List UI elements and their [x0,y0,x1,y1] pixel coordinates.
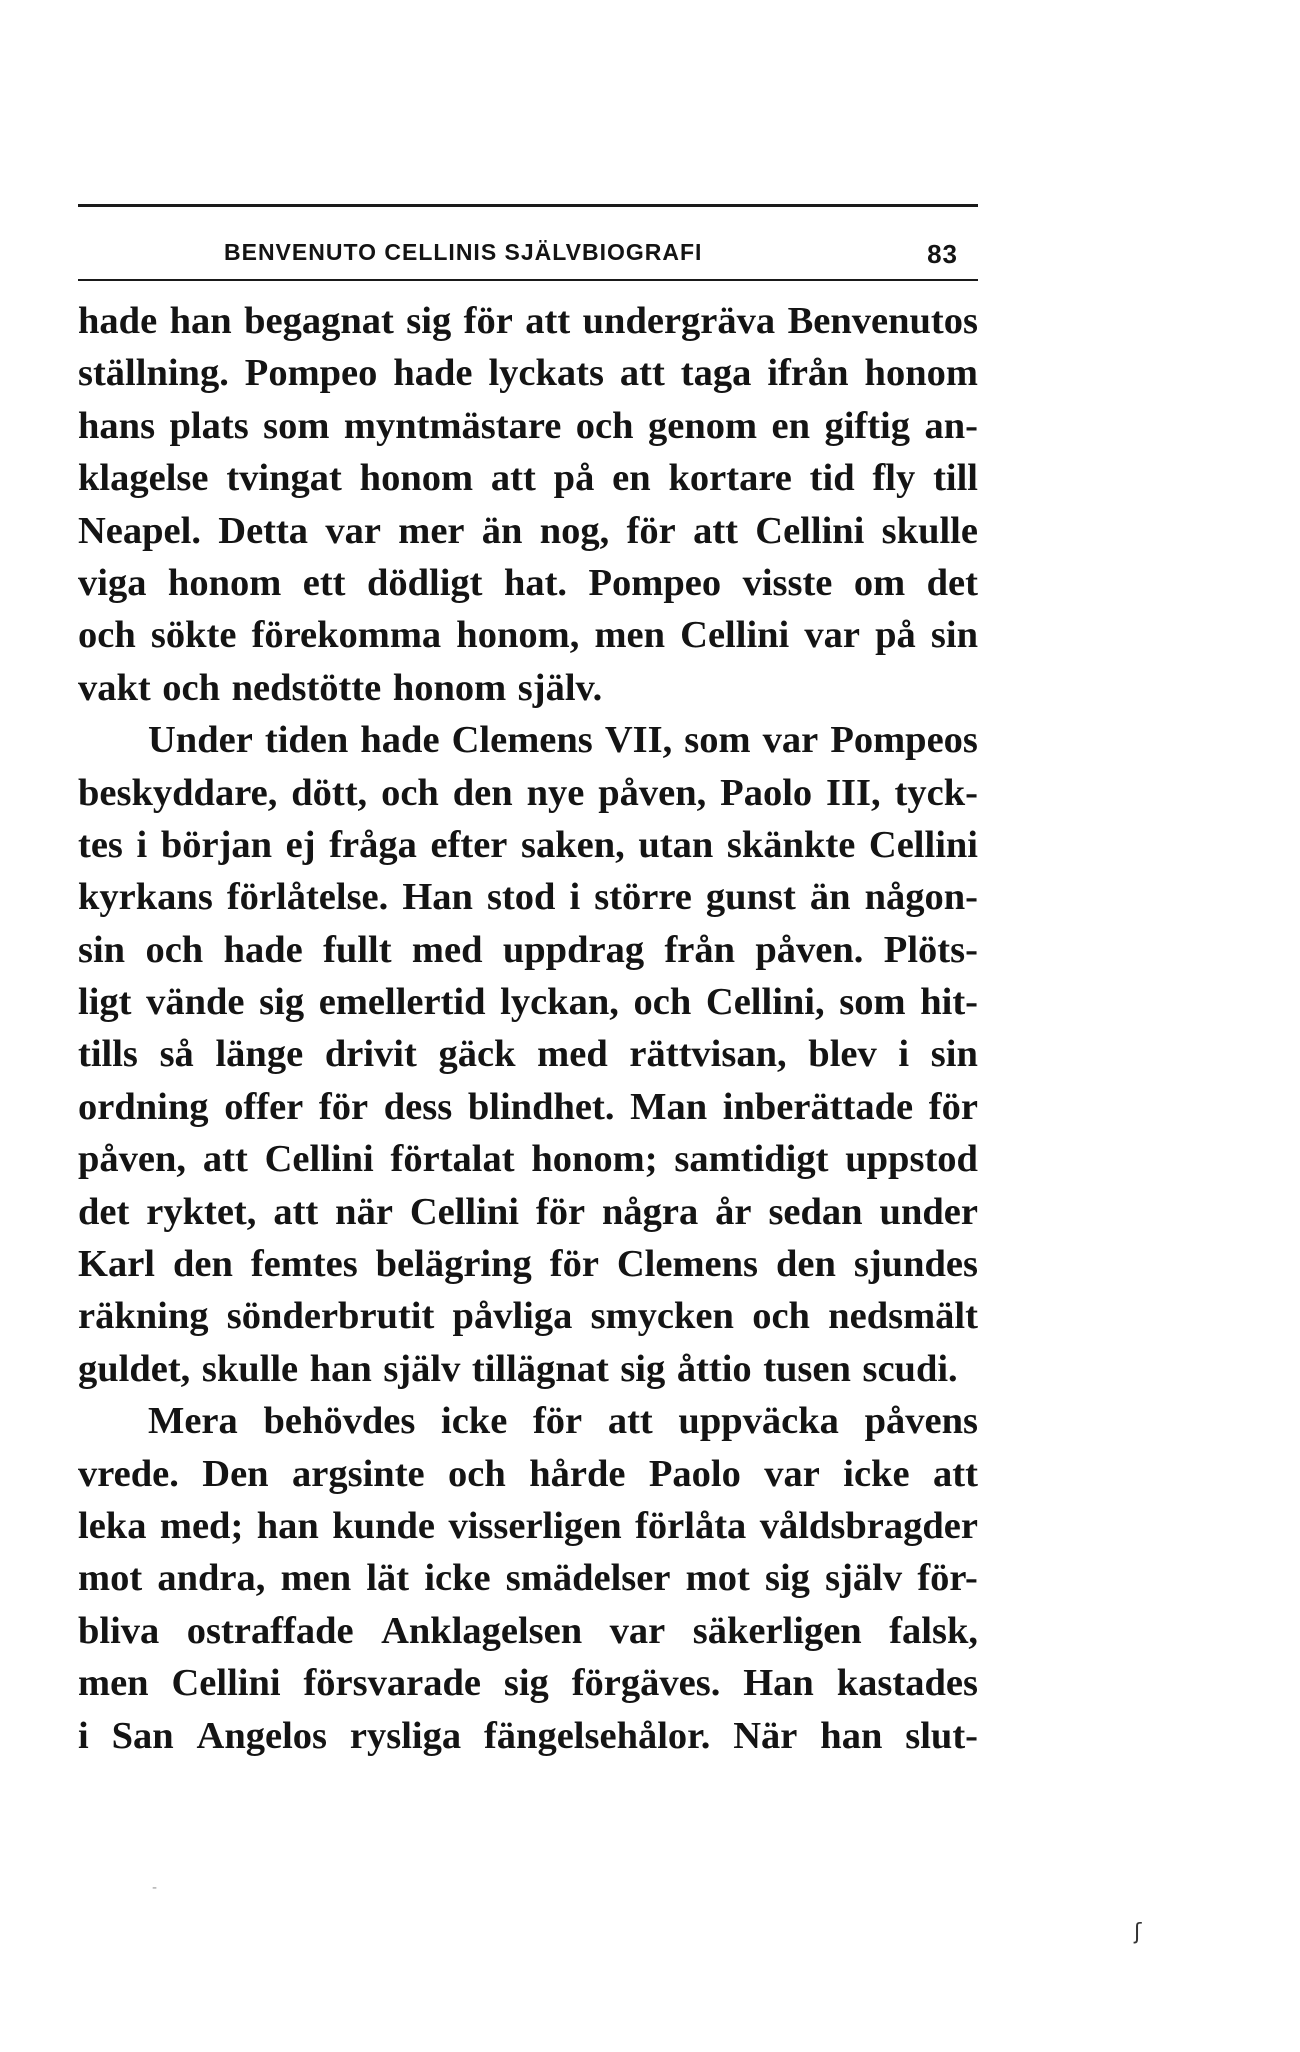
scan-mark: ʃ [1134,1920,1142,1945]
text-line: ligt vände sig emellertid lyckan, och Cellini, som hit- [78,981,978,1024]
header-rule-bottom [78,279,978,281]
text-line: leka med; han kunde visserligen förlåta våldsbragder [78,1504,978,1547]
text-line: klagelse tvingat honom att på en kortare tid fly till [78,457,978,500]
text-line: det ryktet, att när Cellini för några år sedan under [78,1190,978,1233]
text-line: hade han begagnat sig för att undergräva Benvenutos [78,300,978,342]
text-line: i San Angelos rysliga fängelsehålor. När han slut- [78,1714,978,1757]
text-line: ordning offer för dess blindhet. Man inberättade för [78,1085,978,1128]
text-line: sin och hade fullt med uppdrag från påven. Plöts- [78,928,978,971]
paragraph [78,714,978,1395]
text-line: påven, att Cellini förtalat honom; samtidigt uppstod [78,1138,978,1181]
text-line: tills så länge drivit gäck med rättvisan, blev i sin [78,1033,978,1076]
running-title: BENVENUTO CELLINIS SJÄLVBIOGRAFI [224,239,703,265]
text-line: Under tiden hade Clemens VII, som var Pompeos [148,719,978,762]
text-line: vakt och nedstötte honom själv. [78,666,603,709]
text-line: viga honom ett dödligt hat. Pompeo visste om det [78,561,978,604]
body-text [78,295,978,1762]
text-line: ställning. Pompeo hade lyckats att taga ifrån honom [78,352,978,395]
paragraph [78,295,978,714]
text-line: beskyddare, dött, och den nye påven, Paolo III, tyck- [78,771,978,814]
text-line: vrede. Den argsinte och hårde Paolo var icke att [78,1452,978,1495]
text-line: bliva ostraffade Anklagelsen var säkerligen falsk, [78,1609,978,1652]
scan-speck: - [152,1880,158,1896]
text-line: mot andra, men lät icke smädelser mot sig själv för- [78,1557,978,1600]
text-line: Neapel. Detta var mer än nog, för att Cellini skulle [78,509,978,552]
text-line: och sökte förekomma honom, men Cellini var på sin [78,614,978,657]
text-line: tes i början ej fråga efter saken, utan skänkte Cellini [78,823,978,866]
text-line: guldet, skulle han själv tillägnat sig åttio tusen scudi. [78,1347,958,1390]
text-line: hans plats som myntmästare och genom en giftig an- [78,404,978,447]
header-rule-top [78,204,978,207]
text-line: räkning sönderbrutit påvliga smycken och nedsmält [78,1295,978,1338]
page-number: 83 [927,239,958,269]
text-line: Karl den femtes belägring för Clemens den sjundes [78,1243,978,1286]
text-line: kyrkans förlåtelse. Han stod i större gunst än någon- [78,876,978,919]
text-line: men Cellini försvarade sig förgäves. Han kastades [78,1662,978,1705]
book-page [78,204,978,1762]
paragraph [78,1395,978,1762]
running-head [78,221,978,279]
text-line: Mera behövdes icke för att uppväcka påvens [148,1400,978,1443]
